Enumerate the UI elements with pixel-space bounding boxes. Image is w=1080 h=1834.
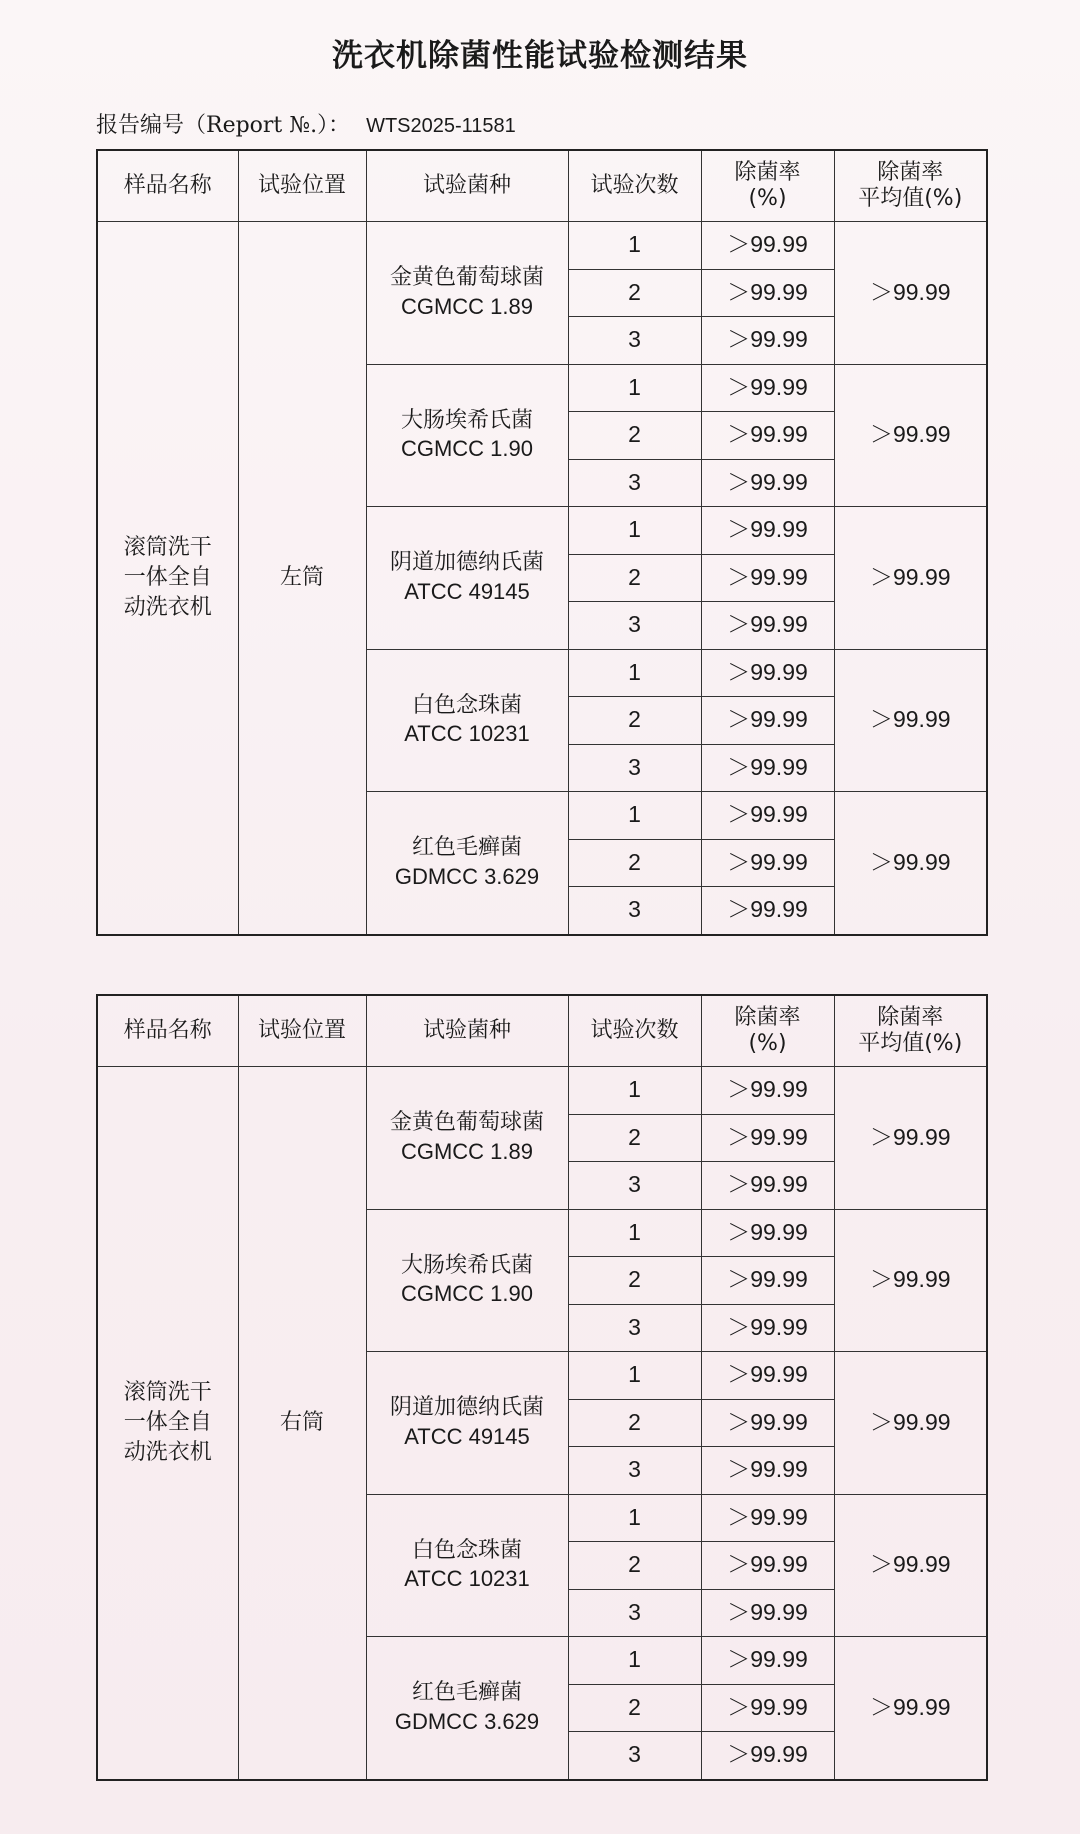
removal-rate-cell: ＞99.99 (701, 1494, 834, 1542)
report-number-line (96, 108, 516, 139)
removal-rate-cell: ＞99.99 (701, 1684, 834, 1732)
removal-rate-cell: ＞99.99 (701, 792, 834, 840)
header-strain: 试验菌种 (366, 995, 568, 1067)
average-rate-cell: ＞99.99 (834, 364, 987, 507)
strain-cell (366, 1494, 568, 1637)
strain-code: CGMCC 1.89 (400, 293, 534, 319)
trial-number-cell: 3 (568, 1447, 701, 1495)
trial-number-cell: 1 (568, 649, 701, 697)
header-rate-line2: (%) (748, 1031, 787, 1056)
removal-rate-cell: ＞99.99 (701, 1067, 834, 1115)
strain-cell (366, 792, 568, 935)
strain-name: 白色念珠菌 (411, 1537, 522, 1563)
removal-rate-cell: ＞99.99 (701, 269, 834, 317)
header-rate (701, 150, 834, 222)
test-position-cell: 右筒 (238, 1067, 366, 1780)
strain-name: 红色毛癣菌 (411, 835, 522, 861)
strain-code: GDMCC 3.629 (394, 1708, 540, 1734)
trial-number-cell: 3 (568, 887, 701, 935)
header-average-line2: 平均值(%) (858, 186, 963, 211)
strain-code: CGMCC 1.89 (400, 1138, 534, 1164)
trial-number-cell: 1 (568, 364, 701, 412)
table-row (97, 222, 987, 270)
trial-number-cell: 3 (568, 1589, 701, 1637)
trial-number-cell: 3 (568, 602, 701, 650)
removal-rate-cell: ＞99.99 (701, 602, 834, 650)
average-rate-cell: ＞99.99 (834, 1352, 987, 1495)
report-number-value: WTS2025-11581 (366, 115, 516, 137)
header-rate (701, 995, 834, 1067)
test-position-cell: 左筒 (238, 222, 366, 935)
strain-name: 金黄色葡萄球菌 (389, 265, 544, 291)
trial-number-cell: 2 (568, 554, 701, 602)
removal-rate-cell: ＞99.99 (701, 1114, 834, 1162)
removal-rate-cell: ＞99.99 (701, 222, 834, 270)
average-rate-cell: ＞99.99 (834, 507, 987, 650)
header-average-line1: 除菌率 (877, 1004, 944, 1030)
trial-number-cell: 2 (568, 1257, 701, 1305)
strain-code: GDMCC 3.629 (394, 863, 540, 889)
header-sample: 样品名称 (97, 150, 238, 222)
average-rate-cell: ＞99.99 (834, 792, 987, 935)
header-row (97, 995, 987, 1067)
removal-rate-cell: ＞99.99 (701, 744, 834, 792)
removal-rate-cell: ＞99.99 (701, 459, 834, 507)
removal-rate-cell: ＞99.99 (701, 1589, 834, 1637)
trial-number-cell: 2 (568, 839, 701, 887)
strain-cell (366, 1067, 568, 1210)
header-average-line2: 平均值(%) (858, 1031, 963, 1056)
trial-number-cell: 2 (568, 1114, 701, 1162)
strain-cell (366, 1209, 568, 1352)
strain-cell (366, 507, 568, 650)
header-trials: 试验次数 (568, 150, 701, 222)
removal-rate-cell: ＞99.99 (701, 1209, 834, 1257)
removal-rate-cell: ＞99.99 (701, 1257, 834, 1305)
average-rate-cell: ＞99.99 (834, 1209, 987, 1352)
header-position: 试验位置 (238, 150, 366, 222)
removal-rate-cell: ＞99.99 (701, 1447, 834, 1495)
header-trials: 试验次数 (568, 995, 701, 1067)
removal-rate-cell: ＞99.99 (701, 1352, 834, 1400)
header-row (97, 150, 987, 222)
header-rate-line1: 除菌率 (734, 1004, 801, 1030)
removal-rate-cell: ＞99.99 (701, 1732, 834, 1780)
removal-rate-cell: ＞99.99 (701, 1637, 834, 1685)
strain-name: 阴道加德纳氏菌 (389, 1395, 544, 1421)
trial-number-cell: 1 (568, 222, 701, 270)
strain-name: 大肠埃希氏菌 (400, 407, 533, 433)
strain-code: ATCC 49145 (404, 1423, 530, 1449)
strain-name: 金黄色葡萄球菌 (389, 1110, 544, 1136)
trial-number-cell: 3 (568, 744, 701, 792)
removal-rate-cell: ＞99.99 (701, 1162, 834, 1210)
trial-number-cell: 2 (568, 1684, 701, 1732)
removal-rate-cell: ＞99.99 (701, 364, 834, 412)
removal-rate-cell: ＞99.99 (701, 839, 834, 887)
removal-rate-cell: ＞99.99 (701, 412, 834, 460)
header-average (834, 995, 987, 1067)
strain-cell (366, 649, 568, 792)
trial-number-cell: 1 (568, 507, 701, 555)
strain-code: CGMCC 1.90 (400, 1281, 534, 1307)
result-table-left (96, 149, 988, 936)
removal-rate-cell: ＞99.99 (701, 507, 834, 555)
strain-name: 阴道加德纳氏菌 (389, 550, 544, 576)
trial-number-cell: 3 (568, 1732, 701, 1780)
trial-number-cell: 1 (568, 1494, 701, 1542)
sample-name-cell: 滚筒洗干一体全自动洗衣机 (97, 1067, 238, 1780)
trial-number-cell: 1 (568, 1067, 701, 1115)
sample-name-cell: 滚筒洗干一体全自动洗衣机 (97, 222, 238, 935)
header-rate-line2: (%) (748, 186, 787, 211)
strain-name: 红色毛癣菌 (411, 1680, 522, 1706)
trial-number-cell: 1 (568, 1637, 701, 1685)
trial-number-cell: 1 (568, 792, 701, 840)
header-average (834, 150, 987, 222)
trial-number-cell: 2 (568, 269, 701, 317)
strain-cell (366, 1352, 568, 1495)
trial-number-cell: 1 (568, 1352, 701, 1400)
strain-code: ATCC 10231 (404, 1566, 530, 1592)
removal-rate-cell: ＞99.99 (701, 1304, 834, 1352)
average-rate-cell: ＞99.99 (834, 1067, 987, 1210)
removal-rate-cell: ＞99.99 (701, 697, 834, 745)
trial-number-cell: 3 (568, 459, 701, 507)
strain-cell (366, 222, 568, 365)
removal-rate-cell: ＞99.99 (701, 1399, 834, 1447)
trial-number-cell: 2 (568, 1542, 701, 1590)
header-sample: 样品名称 (97, 995, 238, 1067)
removal-rate-cell: ＞99.99 (701, 554, 834, 602)
header-average-line1: 除菌率 (877, 159, 944, 185)
trial-number-cell: 2 (568, 1399, 701, 1447)
header-strain: 试验菌种 (366, 150, 568, 222)
strain-cell (366, 364, 568, 507)
removal-rate-cell: ＞99.99 (701, 317, 834, 365)
removal-rate-cell: ＞99.99 (701, 1542, 834, 1590)
average-rate-cell: ＞99.99 (834, 1494, 987, 1637)
header-rate-line1: 除菌率 (734, 159, 801, 185)
average-rate-cell: ＞99.99 (834, 1637, 987, 1780)
trial-number-cell: 2 (568, 697, 701, 745)
removal-rate-cell: ＞99.99 (701, 887, 834, 935)
trial-number-cell: 3 (568, 1162, 701, 1210)
result-table-right (96, 994, 988, 1781)
removal-rate-cell: ＞99.99 (701, 649, 834, 697)
report-number-label: 报告编号（Report №.）： (96, 113, 351, 138)
trial-number-cell: 3 (568, 317, 701, 365)
average-rate-cell: ＞99.99 (834, 649, 987, 792)
strain-code: ATCC 10231 (404, 721, 530, 747)
trial-number-cell: 3 (568, 1304, 701, 1352)
average-rate-cell: ＞99.99 (834, 222, 987, 365)
trial-number-cell: 1 (568, 1209, 701, 1257)
trial-number-cell: 2 (568, 412, 701, 460)
strain-cell (366, 1637, 568, 1780)
strain-name: 大肠埃希氏菌 (400, 1252, 533, 1278)
header-position: 试验位置 (238, 995, 366, 1067)
strain-code: ATCC 49145 (404, 578, 530, 604)
strain-name: 白色念珠菌 (411, 692, 522, 718)
strain-code: CGMCC 1.90 (400, 436, 534, 462)
page-title: 洗衣机除菌性能试验检测结果 (332, 38, 748, 74)
table-row (97, 1067, 987, 1115)
